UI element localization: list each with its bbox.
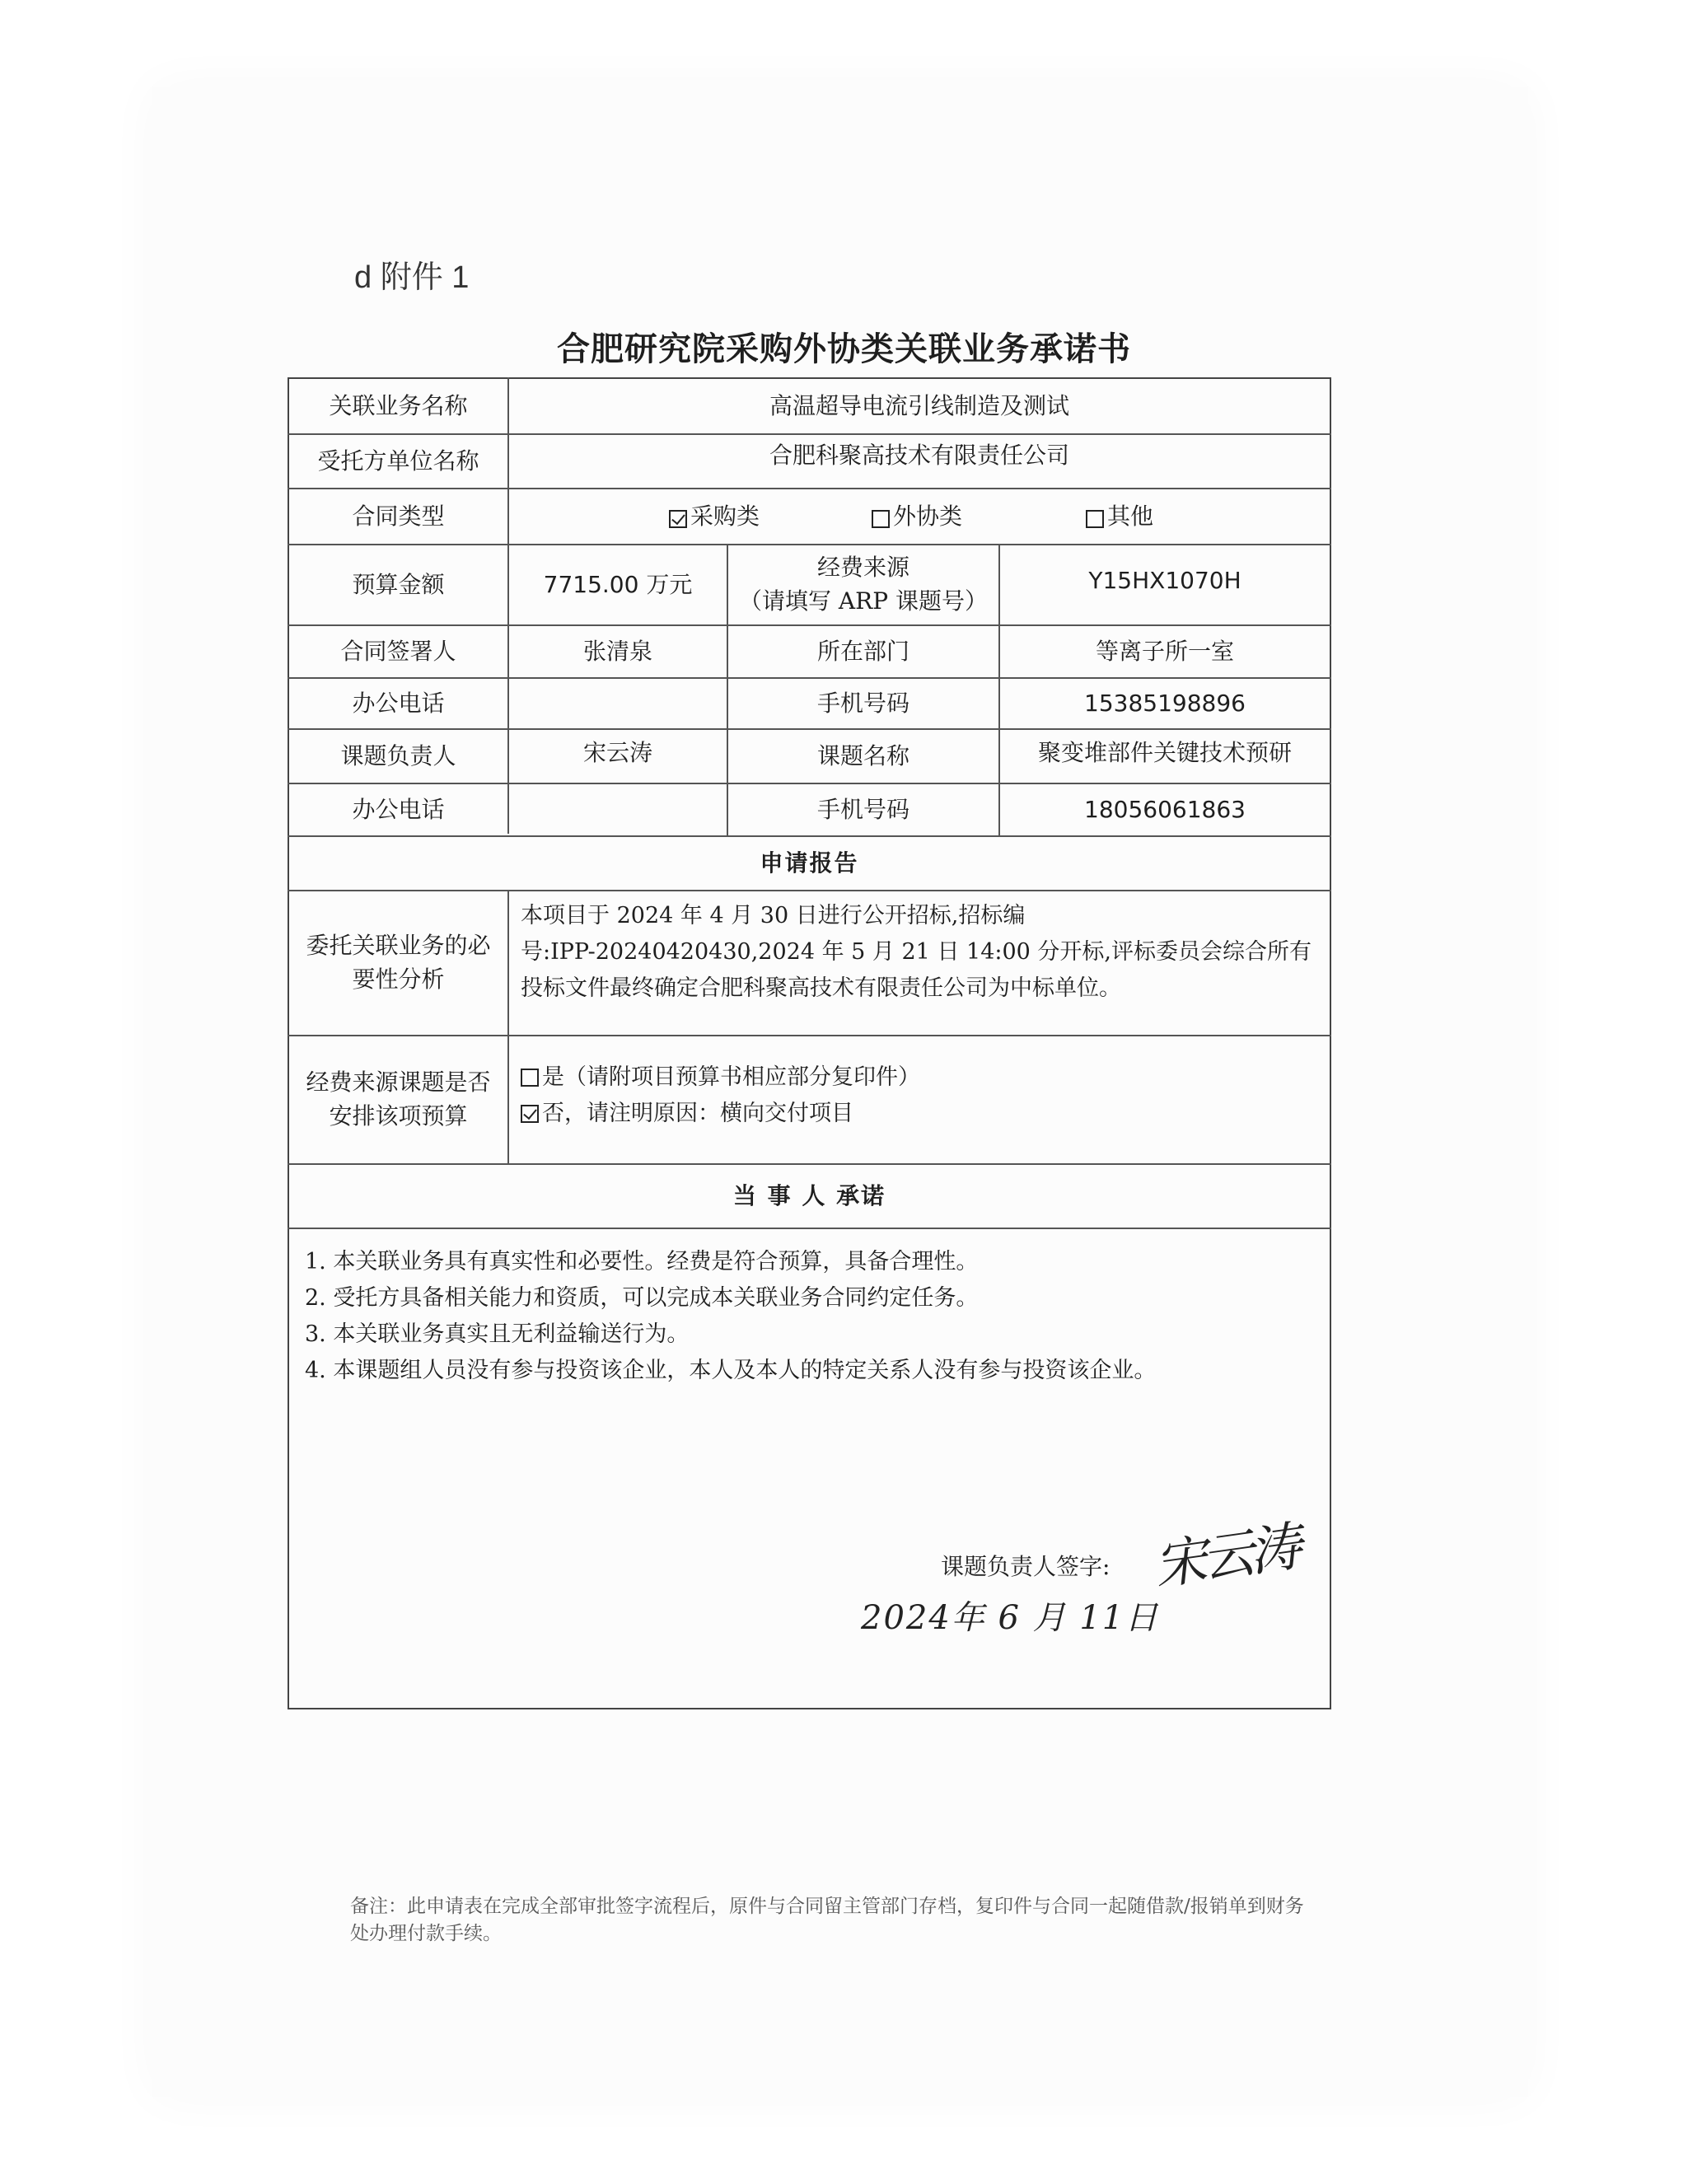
budget-no-label: 否，请注明原因：横向交付项目 — [542, 1101, 853, 1126]
mobile-value: 15385198896 — [1084, 689, 1246, 717]
row-divider — [288, 1228, 1331, 1229]
project-name-value: 聚变堆部件关键技术预研 — [1037, 738, 1292, 766]
necessity-line: 投标文件最终确定合肥科聚高技术有限责任公司为中标单位。 — [521, 975, 1121, 1001]
budget-value: 7715.00 万元 — [543, 570, 693, 598]
handwritten-date: 2024年 6 月 11日 — [861, 1599, 1160, 1637]
budget-yes-label: 是（请附项目预算书相应部分复印件） — [542, 1064, 920, 1090]
footnote: 备注：此申请表在完成全部审批签字流程后，原件与合同留主管部门存档，复印件与合同一起随借款/报销单到财务处办理付款手续。 — [350, 1896, 1304, 1944]
commitment-list — [305, 1244, 1156, 1389]
necessity-label — [289, 891, 507, 1035]
necessity-label-line: 委托关联业务的必 — [306, 932, 491, 960]
business-name-value: 高温超导电流引线制造及测试 — [769, 391, 1069, 419]
office-phone-label: 办公电话 — [352, 689, 445, 717]
option-label: 采购类 — [690, 502, 760, 530]
budget-answer — [521, 1059, 1325, 1132]
signer-value: 张清泉 — [582, 637, 652, 665]
checkbox-checked-icon[interactable] — [669, 510, 687, 528]
attachment-label: d 附件 1 — [354, 260, 470, 295]
mobile-label: 手机号码 — [816, 795, 909, 823]
office-phone-value — [509, 784, 727, 835]
commitment-item: 4. 本课题组人员没有参与投资该企业，本人及本人的特定关系人没有参与投资该企业。 — [305, 1358, 1157, 1383]
funding-source-hint: （请填写 ARP 课题号） — [739, 587, 988, 615]
trustee-label: 受托方单位名称 — [317, 447, 479, 475]
mobile-value: 18056061863 — [1084, 795, 1246, 823]
office-phone-value — [509, 679, 727, 728]
commitment-item: 2. 受托方具备相关能力和资质，可以完成本关联业务合同约定任务。 — [305, 1285, 979, 1311]
contract-option-outsource[interactable] — [872, 489, 1036, 544]
budget-yes-option[interactable] — [521, 1059, 1325, 1096]
office-phone-label: 办公电话 — [352, 795, 445, 823]
project-name-label: 课题名称 — [816, 741, 909, 769]
necessity-line: 号:IPP-20240420430,2024 年 5 月 21 日 14:00 分开标,评标委员会综合所有 — [521, 939, 1312, 965]
commitment-item: 1. 本关联业务具有真实性和必要性。经费是符合预算，具备合理性。 — [305, 1249, 979, 1274]
budget-question-line: 经费来源课题是否 — [306, 1069, 491, 1097]
funding-source-title: 经费来源 — [816, 554, 909, 582]
project-leader-label: 课题负责人 — [340, 741, 456, 769]
col-divider — [507, 890, 509, 1163]
checkbox-empty-icon[interactable] — [872, 510, 890, 528]
option-label: 外协类 — [893, 502, 963, 530]
document-title: 合肥研究院采购外协类关联业务承诺书 — [557, 330, 1131, 368]
necessity-line: 本项目于 2024 年 4 月 30 日进行公开招标,招标编 — [521, 903, 1026, 928]
trustee-value: 合肥科聚高技术有限责任公司 — [769, 441, 1069, 469]
contract-option-purchase[interactable] — [669, 489, 834, 544]
funding-source-label — [728, 545, 998, 624]
checkbox-empty-icon[interactable] — [521, 1069, 539, 1087]
option-label: 其他 — [1107, 502, 1154, 530]
project-leader-value: 宋云涛 — [582, 738, 652, 766]
commitment-header: 当 事 人 承诺 — [732, 1181, 886, 1209]
necessity-label-line: 要性分析 — [352, 966, 445, 993]
department-label: 所在部门 — [816, 637, 909, 665]
budget-no-option[interactable] — [521, 1096, 1325, 1132]
necessity-text — [521, 898, 1325, 1007]
budget-question-label — [289, 1036, 507, 1163]
mobile-label: 手机号码 — [816, 689, 909, 717]
signature-label: 课题负责人签字: — [941, 1553, 1111, 1580]
business-name-label: 关联业务名称 — [329, 391, 468, 419]
signer-label: 合同签署人 — [340, 637, 456, 665]
checkbox-empty-icon[interactable] — [1086, 510, 1104, 528]
contract-option-other[interactable] — [1086, 489, 1251, 544]
budget-label: 预算金额 — [352, 570, 445, 598]
funding-source-value: Y15HX1070H — [1088, 566, 1241, 594]
department-value: 等离子所一室 — [1095, 637, 1234, 665]
checkbox-checked-icon[interactable] — [521, 1105, 539, 1123]
commitment-item: 3. 本关联业务真实且无利益输送行为。 — [305, 1321, 690, 1347]
contract-type-label: 合同类型 — [352, 502, 445, 530]
budget-question-line: 安排该项预算 — [329, 1102, 468, 1129]
report-header: 申请报告 — [760, 849, 859, 877]
handwritten-signature: 宋云涛 — [1150, 1517, 1302, 1597]
